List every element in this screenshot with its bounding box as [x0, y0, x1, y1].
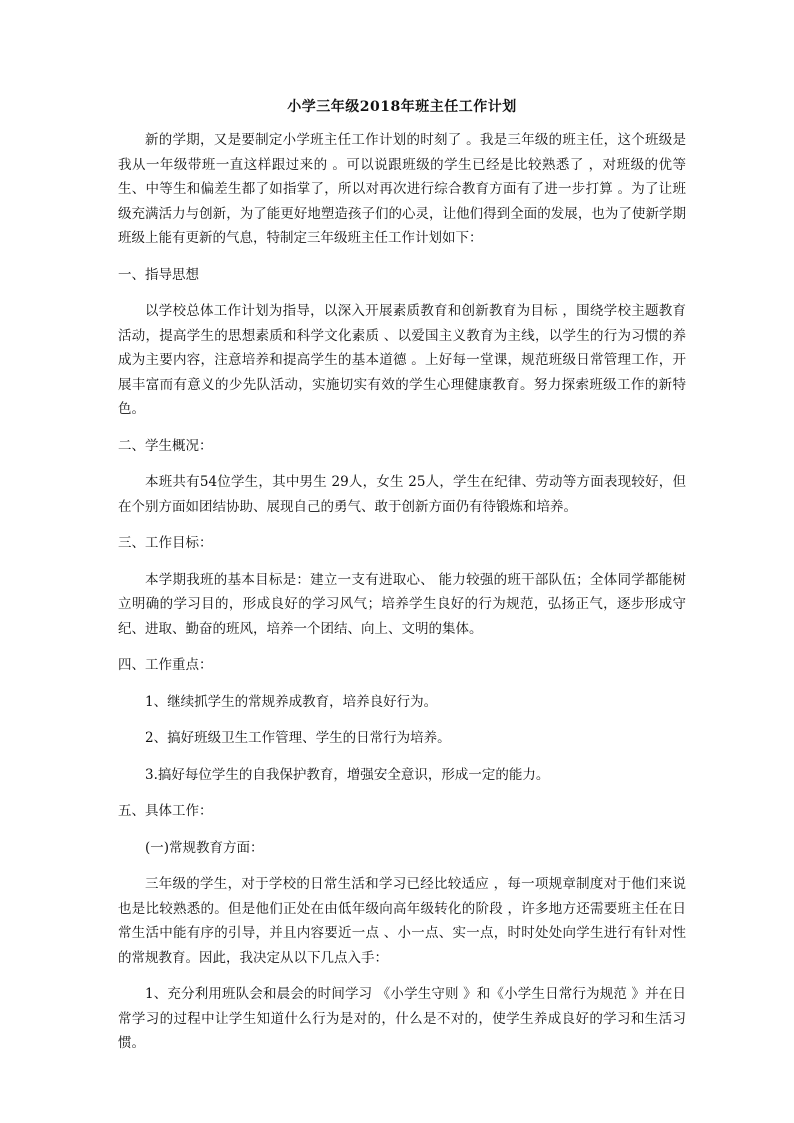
work-focus-item: 2、搞好班级卫生工作管理、学生的日常行为培养。	[145, 730, 451, 746]
document-title: 小学三年级2018年班主任工作计划	[287, 99, 517, 115]
section-heading-specific-work: 五、具体工作：	[118, 803, 213, 819]
guiding-ideology-paragraph: 以学校总体工作计划为指导，以深入开展素质教育和创新教育为目标 ，围绕学校主题教育活动，提高学生的思想素质和科学文化素质 、以爱国主义教育为主线，以学生的行为习惯的养成为主要内容，注意培养和提高学生的基本道德 。上好每一堂课，规范班级日常管理工作，开展丰富而有意义的少先队活动，实施切实有效的学生心理健康教育。努力探索班级工作的新特色。	[118, 303, 686, 417]
work-focus-item: 3.搞好每位学生的自我保护教育，增强安全意识，形成一定的能力。	[145, 766, 550, 783]
routine-education-paragraph: 三年级的学生，对于学校的日常生活和学习已经比较适应 ，每一项规章制度对于他们来说也是比较熟悉的。但是他们正处在由低年级向高年级转化的阶段 ，许多地方还需要班主任在日常生活中能有序的引导，并且内容要近一点 、小一点、实一点，时时处处向学生进行有针对性的常规教育。因此，我决定从以下几点入手：	[118, 876, 686, 966]
work-focus-item: 1、继续抓学生的常规养成教育，培养良好行为。	[145, 693, 438, 710]
section-heading-work-goals: 三、工作目标：	[118, 535, 213, 551]
intro-paragraph: 新的学期，又是要制定小学班主任工作计划的时刻了 。我是三年级的班主任，这个班级是我从一年级带班一直这样跟过来的 。可以说跟班级的学生已经是比较熟悉了 ，对班级的优等生、中等生和偏差生都了如指掌了，所以对再次进行综合教育方面有了进一步打算 。为了让班级充满活力与创新，为了能更好地塑造孩子们的心灵，让他们得到全面的发展，也为了使新学期班级上能有更新的气息，特制定三年级班主任工作计划如下：	[118, 132, 686, 246]
section-heading-work-focus: 四、工作重点：	[118, 657, 213, 673]
student-overview-paragraph: 本班共有54位学生，其中男生 29人，女生 25人，学生在纪律、劳动等方面表现较好，但在个别方面如团结协助、展现自己的勇气、敢于创新方面仍有待锻炼和培养。	[118, 474, 686, 515]
section-heading-student-overview: 二、学生概况：	[118, 437, 213, 454]
document-body	[118, 96, 686, 1068]
subsection-heading-routine-education: (一)常规教育方面：	[145, 839, 264, 856]
work-goals-paragraph: 本学期我班的基本目标是：建立一支有进取心、 能力较强的班干部队伍；全体同学都能树立明确的学习目的，形成良好的学习风气；培养学生良好的行为规范，弘扬正气，逐步形成守纪、进取、勤奋的班风，培养一个团结、向上、文明的集体。	[118, 571, 686, 637]
routine-education-item: 1、充分利用班队会和晨会的时间学习 《小学生守则 》和《小学生日常行为规范 》并在日常学习的过程中让学生知道什么行为是对的，什么是不对的，使学生养成良好的学习和生活习惯。	[118, 986, 686, 1051]
section-heading-guiding-ideology: 一、指导思想	[118, 266, 199, 283]
